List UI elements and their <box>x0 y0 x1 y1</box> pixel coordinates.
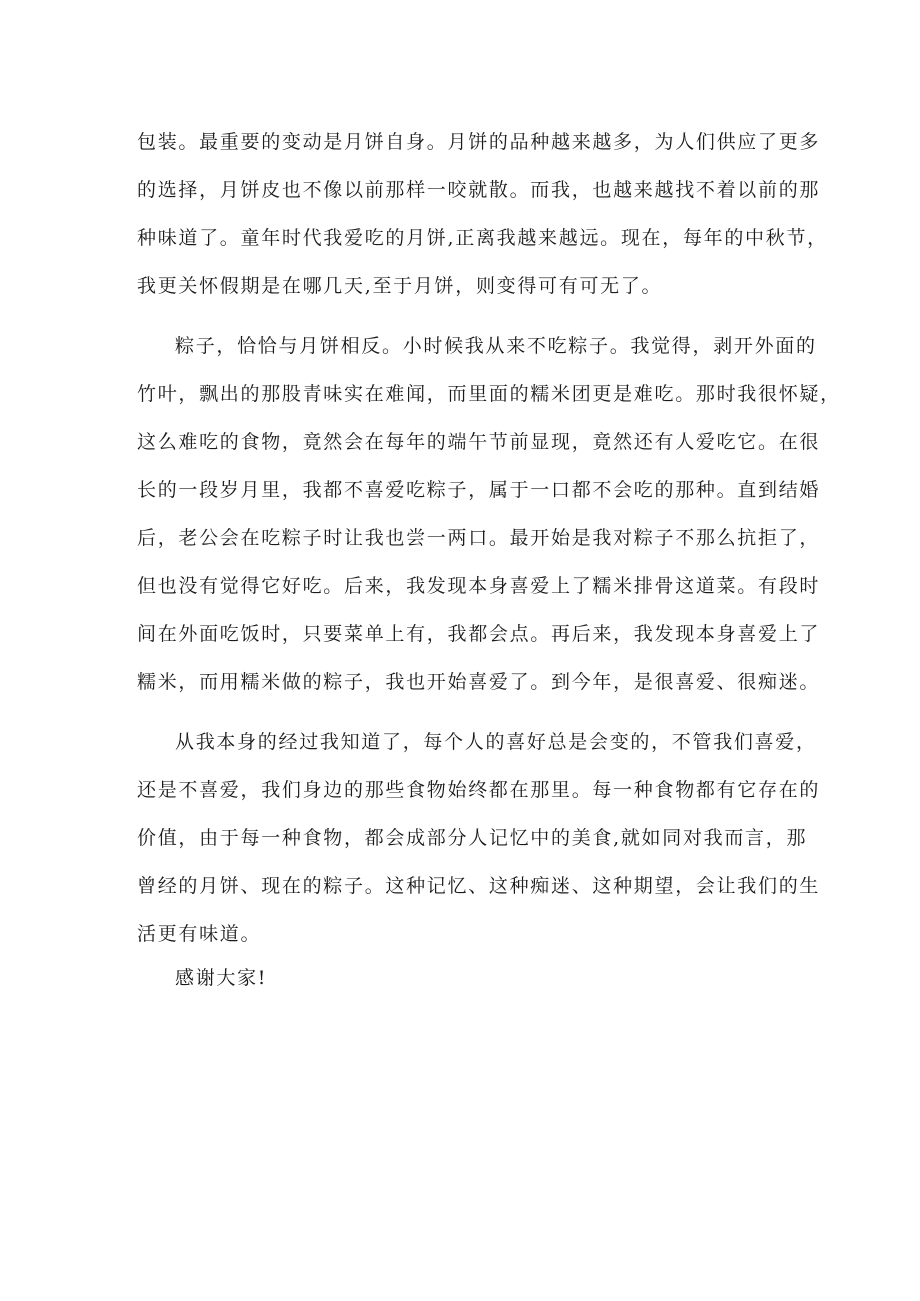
paragraph-1-line-1: 包装。最重要的变动是月饼自身。月饼的品种越来越多，为人们供应了更多 <box>137 131 821 153</box>
paragraph-2-line-8: 糯米，而用糯米做的粽子，我也开始喜爱了。到今年，是很喜爱、很痴迷。 <box>137 671 821 693</box>
paragraph-3-line-4: 曾经的月饼、现在的粽子。这种记忆、这种痴迷、这种期望，会让我们的生 <box>137 875 821 897</box>
paragraph-2-line-7: 间在外面吃饭时，只要菜单上有，我都会点。再后来，我发现本身喜爱上了 <box>137 623 821 645</box>
paragraph-1-line-2: 的选择，月饼皮也不像以前那样一咬就散。而我，也越来越找不着以前的那 <box>137 179 821 201</box>
paragraph-1-line-3: 种味道了。童年时代我爱吃的月饼,正离我越来越远。现在，每年的中秋节， <box>137 227 828 249</box>
paragraph-2-line-3: 这么难吃的食物，竟然会在每年的端午节前显现，竟然还有人爱吃它。在很 <box>137 431 821 453</box>
paragraph-3-line-3: 价值，由于每一种食物，都会成部分人记忆中的美食,就如同对我而言，那 <box>137 827 808 849</box>
paragraph-1-line-4: 我更关怀假期是在哪几天,至于月饼，则变得可有可无了。 <box>137 275 663 297</box>
paragraph-2-line-2: 竹叶，飘出的那股青味实在难闻，而里面的糯米团更是难吃。那时我很怀疑， <box>137 383 841 405</box>
paragraph-3-line-1: 从我本身的经过我知道了，每个人的喜好总是会变的，不管我们喜爱， <box>175 731 817 753</box>
paragraph-2-line-4: 长的一段岁月里，我都不喜爱吃粽子，属于一口都不会吃的那种。直到结婚 <box>137 479 821 501</box>
closing-thanks: 感谢大家! <box>175 967 268 989</box>
paragraph-3-line-5: 活更有味道。 <box>137 923 262 945</box>
paragraph-2-line-6: 但也没有觉得它好吃。后来，我发现本身喜爱上了糯米排骨这道菜。有段时 <box>137 575 821 597</box>
paragraph-3-line-2: 还是不喜爱，我们身边的那些食物始终都在那里。每一种食物都有它存在的 <box>137 779 821 801</box>
paragraph-2-line-1: 粽子，恰恰与月饼相反。小时候我从来不吃粽子。我觉得，剥开外面的 <box>175 335 817 357</box>
paragraph-2-line-5: 后，老公会在吃粽子时让我也尝一两口。最开始是我对粽子不那么抗拒了， <box>137 527 821 549</box>
